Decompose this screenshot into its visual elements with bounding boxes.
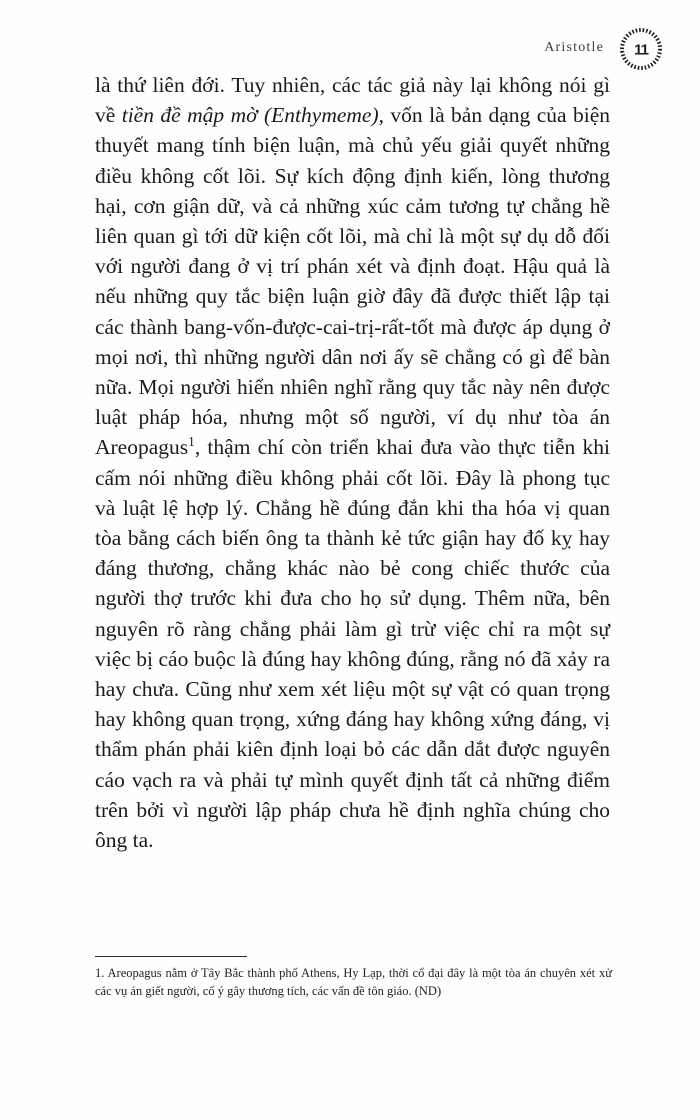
footnote-text: 1. Areopagus nằm ở Tây Bắc thành phố Athens, Hy Lạp, thời cổ đại đây là một tòa án chuyên xét xử các vụ án giết người, cố ý gây thương tích, các vấn đề tôn giáo. (ND) (95, 966, 612, 998)
footnote-divider (95, 956, 247, 957)
running-header-author: Aristotle (544, 40, 604, 55)
page-header (544, 26, 664, 72)
seal-icon (618, 26, 664, 72)
page-number: 11 (634, 41, 648, 59)
body-paragraph: là thứ liên đới. Tuy nhiên, các tác giả này lại không nói gì về tiền đề mập mờ (Enthymeme), vốn là bản dạng của biện thuyết mang tính biện luận, mà chủ yếu giải quyết những điều không cốt lõi. Sự kích động định kiến, lòng thương hại, cơn giận dữ, và cả những xúc cảm tương tự chẳng hề liên quan gì tới dữ kiện cốt lõi, mà chỉ là một sự dụ dỗ đối với người đang ở vị trí phán xét và định đoạt. Hậu quả là nếu những quy tắc biện luận giờ đây đã được thiết lập tại các thành bang-vốn-được-cai-trị-rất-tốt mà được áp dụng ở mọi nơi, thì những người dân nơi ấy sẽ chẳng có gì để bàn nữa. Mọi người hiển nhiên nghĩ rằng quy tắc này nên được luật pháp hóa, nhưng một số người, ví dụ như tòa án Areopagus$^1$, thậm chí còn triển khai đưa vào thực tiễn khi cấm nói những điều không phải cốt lõi. Đây là phong tục và luật lệ hợp lý. Chẳng hề đúng đắn khi tha hóa vị quan tòa bằng cách biến ông ta thành kẻ tức giận hay đố kỵ hay đáng thương, chẳng khác nào bẻ cong chiếc thước của người thợ trước khi đưa cho họ sử dụng. Thêm nữa, bên nguyên rõ ràng chẳng phải làm gì trừ việc chỉ ra một sự việc bị cáo buộc là đúng hay không đúng, rằng nó đã xảy ra hay chưa. Cũng như xem xét liệu một sự vật có quan trọng hay không quan trọng, xứng đáng hay không xứng đáng, vị thẩm phán phải kiên định loại bỏ các dẫn dắt được nguyên cáo vạch ra và phải tự mình quyết định tất cả những điểm trên bởi vì người lập pháp chưa hề định nghĩa chúng cho ông ta. (95, 73, 611, 853)
page-number-seal (618, 26, 664, 72)
